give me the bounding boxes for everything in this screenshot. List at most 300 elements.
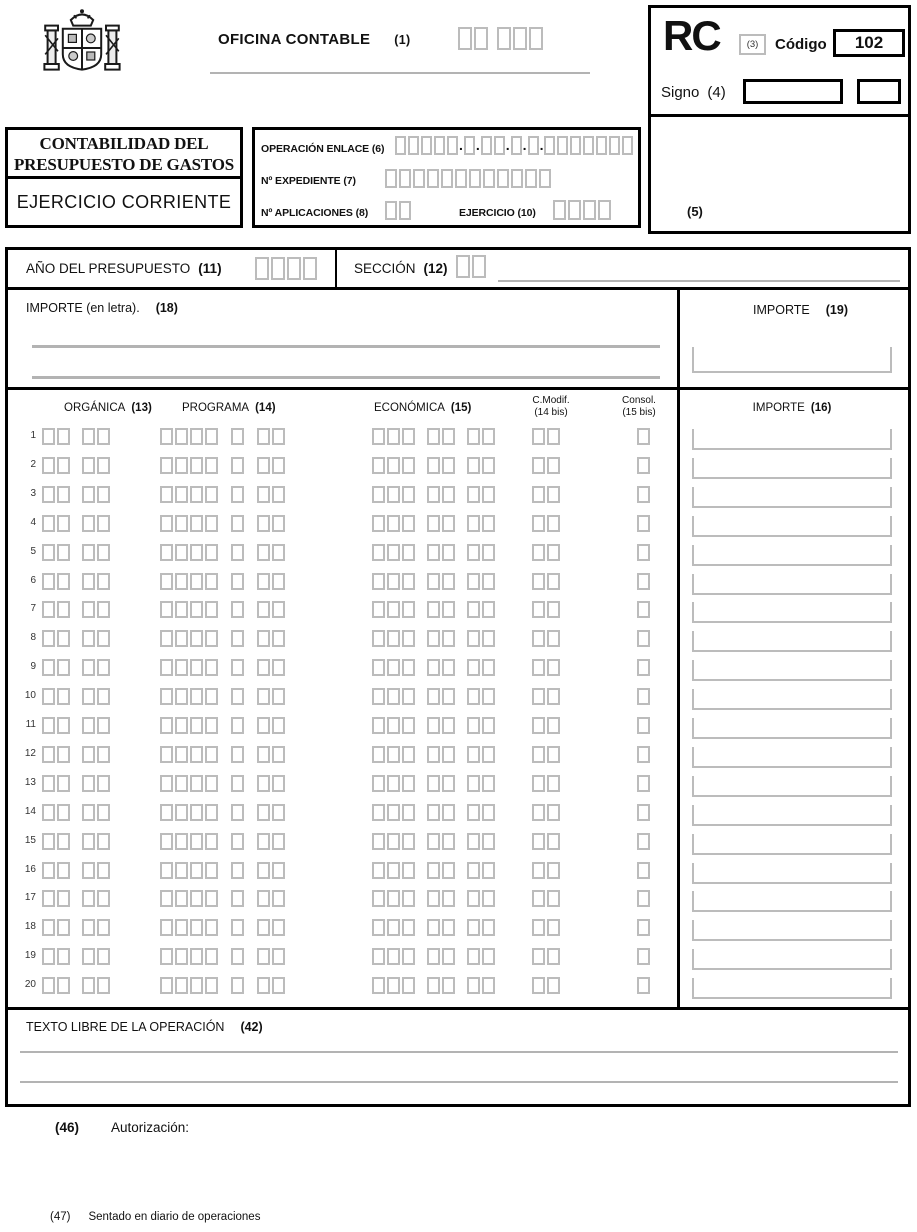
economica-digit-box[interactable] (442, 659, 455, 676)
economica-digit-box[interactable] (442, 890, 455, 907)
organica-digit-box[interactable] (57, 688, 70, 705)
organica-digit-box[interactable] (82, 948, 95, 965)
importe-amount-cell[interactable] (692, 805, 892, 826)
economica-digit-box[interactable] (482, 659, 495, 676)
programa-digit-box[interactable] (205, 862, 218, 879)
operacion-enlace-digit-box[interactable] (421, 136, 432, 155)
expediente-digit-box[interactable] (413, 169, 425, 188)
economica-digit-box[interactable] (372, 544, 385, 561)
organica-digit-box[interactable] (57, 573, 70, 590)
programa-digit-box[interactable] (257, 775, 270, 792)
programa-digit-box[interactable] (190, 688, 203, 705)
economica-digit-box[interactable] (387, 457, 400, 474)
cmodif-digit-box[interactable] (547, 746, 560, 763)
economica-digit-box[interactable] (372, 486, 385, 503)
importe-amount-cell[interactable] (692, 689, 892, 710)
programa-digit-box[interactable] (175, 486, 188, 503)
economica-digit-box[interactable] (372, 804, 385, 821)
operacion-enlace-digit-box[interactable] (570, 136, 581, 155)
organica-digit-box[interactable] (57, 919, 70, 936)
economica-digit-box[interactable] (467, 486, 480, 503)
programa-digit-box[interactable] (231, 746, 244, 763)
organica-digit-box[interactable] (82, 919, 95, 936)
cmodif-digit-box[interactable] (532, 804, 545, 821)
economica-digit-box[interactable] (467, 630, 480, 647)
programa-digit-box[interactable] (175, 775, 188, 792)
economica-digit-box[interactable] (442, 515, 455, 532)
organica-digit-box[interactable] (57, 775, 70, 792)
programa-digit-box[interactable] (272, 630, 285, 647)
economica-digit-box[interactable] (387, 862, 400, 879)
importe-amount-cell[interactable] (692, 545, 892, 566)
programa-digit-box[interactable] (160, 804, 173, 821)
programa-digit-box[interactable] (257, 601, 270, 618)
programa-digit-box[interactable] (175, 717, 188, 734)
operacion-enlace-digit-box[interactable] (544, 136, 555, 155)
programa-digit-box[interactable] (257, 428, 270, 445)
programa-digit-box[interactable] (160, 544, 173, 561)
economica-digit-box[interactable] (482, 486, 495, 503)
cmodif-digit-box[interactable] (532, 601, 545, 618)
programa-digit-box[interactable] (205, 948, 218, 965)
programa-digit-box[interactable] (160, 659, 173, 676)
organica-digit-box[interactable] (57, 486, 70, 503)
organica-digit-box[interactable] (82, 977, 95, 994)
organica-digit-box[interactable] (57, 833, 70, 850)
consol-digit-box[interactable] (637, 486, 650, 503)
signo-secondary-box[interactable] (857, 79, 901, 104)
economica-digit-box[interactable] (467, 746, 480, 763)
consol-digit-box[interactable] (637, 601, 650, 618)
programa-digit-box[interactable] (160, 746, 173, 763)
programa-digit-box[interactable] (175, 515, 188, 532)
economica-digit-box[interactable] (402, 717, 415, 734)
organica-digit-box[interactable] (42, 746, 55, 763)
programa-digit-box[interactable] (190, 515, 203, 532)
economica-digit-box[interactable] (427, 717, 440, 734)
aplicaciones-digit-box[interactable] (399, 201, 411, 220)
oficina-contable-digit-box[interactable] (497, 27, 511, 50)
programa-digit-box[interactable] (272, 804, 285, 821)
programa-digit-box[interactable] (160, 457, 173, 474)
organica-digit-box[interactable] (42, 862, 55, 879)
organica-digit-box[interactable] (42, 833, 55, 850)
economica-digit-box[interactable] (402, 746, 415, 763)
programa-digit-box[interactable] (231, 919, 244, 936)
organica-digit-box[interactable] (42, 573, 55, 590)
economica-digit-box[interactable] (402, 890, 415, 907)
economica-digit-box[interactable] (372, 833, 385, 850)
organica-digit-box[interactable] (97, 659, 110, 676)
operacion-enlace-digit-box[interactable] (494, 136, 505, 155)
economica-digit-box[interactable] (387, 601, 400, 618)
cmodif-digit-box[interactable] (532, 862, 545, 879)
cmodif-digit-box[interactable] (547, 862, 560, 879)
organica-digit-box[interactable] (82, 428, 95, 445)
cmodif-digit-box[interactable] (532, 544, 545, 561)
programa-digit-box[interactable] (175, 890, 188, 907)
cmodif-digit-box[interactable] (532, 717, 545, 734)
texto-libre-writein-line-2[interactable] (20, 1081, 898, 1083)
importe-letra-writein-line-1[interactable] (32, 345, 660, 348)
cmodif-digit-box[interactable] (547, 515, 560, 532)
organica-digit-box[interactable] (57, 746, 70, 763)
organica-digit-box[interactable] (82, 601, 95, 618)
programa-digit-box[interactable] (231, 428, 244, 445)
texto-libre-writein-line-1[interactable] (20, 1051, 898, 1053)
cmodif-digit-box[interactable] (547, 486, 560, 503)
economica-digit-box[interactable] (482, 428, 495, 445)
operacion-enlace-digit-box[interactable] (528, 136, 539, 155)
cmodif-digit-box[interactable] (547, 573, 560, 590)
programa-digit-box[interactable] (272, 688, 285, 705)
operacion-enlace-digit-box[interactable] (511, 136, 522, 155)
economica-digit-box[interactable] (372, 457, 385, 474)
oficina-contable-digit-box[interactable] (474, 27, 488, 50)
organica-digit-box[interactable] (42, 688, 55, 705)
importe-letra-writein-line-2[interactable] (32, 376, 660, 379)
programa-digit-box[interactable] (205, 515, 218, 532)
economica-digit-box[interactable] (442, 948, 455, 965)
programa-digit-box[interactable] (205, 977, 218, 994)
organica-digit-box[interactable] (97, 688, 110, 705)
consol-digit-box[interactable] (637, 890, 650, 907)
economica-digit-box[interactable] (467, 804, 480, 821)
economica-digit-box[interactable] (402, 804, 415, 821)
cmodif-digit-box[interactable] (547, 948, 560, 965)
programa-digit-box[interactable] (272, 515, 285, 532)
organica-digit-box[interactable] (57, 428, 70, 445)
economica-digit-box[interactable] (442, 977, 455, 994)
expediente-digit-box[interactable] (455, 169, 467, 188)
economica-digit-box[interactable] (427, 457, 440, 474)
programa-digit-box[interactable] (272, 573, 285, 590)
organica-digit-box[interactable] (42, 428, 55, 445)
programa-digit-box[interactable] (190, 544, 203, 561)
programa-digit-box[interactable] (175, 746, 188, 763)
operacion-enlace-digit-box[interactable] (622, 136, 633, 155)
programa-digit-box[interactable] (160, 428, 173, 445)
organica-digit-box[interactable] (57, 890, 70, 907)
economica-digit-box[interactable] (387, 573, 400, 590)
organica-digit-box[interactable] (42, 775, 55, 792)
programa-digit-box[interactable] (231, 717, 244, 734)
cmodif-digit-box[interactable] (532, 486, 545, 503)
importe-amount-cell[interactable] (692, 487, 892, 508)
programa-digit-box[interactable] (175, 833, 188, 850)
economica-digit-box[interactable] (372, 428, 385, 445)
programa-digit-box[interactable] (190, 486, 203, 503)
programa-digit-box[interactable] (231, 775, 244, 792)
economica-digit-box[interactable] (482, 515, 495, 532)
expediente-digit-box[interactable] (399, 169, 411, 188)
economica-digit-box[interactable] (402, 601, 415, 618)
programa-digit-box[interactable] (257, 890, 270, 907)
programa-digit-box[interactable] (190, 659, 203, 676)
economica-digit-box[interactable] (372, 659, 385, 676)
programa-digit-box[interactable] (205, 890, 218, 907)
economica-digit-box[interactable] (482, 775, 495, 792)
economica-digit-box[interactable] (402, 486, 415, 503)
economica-digit-box[interactable] (402, 659, 415, 676)
economica-digit-box[interactable] (427, 890, 440, 907)
expediente-digit-box[interactable] (385, 169, 397, 188)
cmodif-digit-box[interactable] (547, 775, 560, 792)
economica-digit-box[interactable] (467, 717, 480, 734)
consol-digit-box[interactable] (637, 775, 650, 792)
economica-digit-box[interactable] (482, 890, 495, 907)
organica-digit-box[interactable] (42, 544, 55, 561)
cmodif-digit-box[interactable] (532, 948, 545, 965)
programa-digit-box[interactable] (205, 804, 218, 821)
operacion-enlace-digit-box[interactable] (557, 136, 568, 155)
programa-digit-box[interactable] (231, 630, 244, 647)
economica-digit-box[interactable] (427, 833, 440, 850)
programa-digit-box[interactable] (272, 486, 285, 503)
programa-digit-box[interactable] (231, 890, 244, 907)
economica-digit-box[interactable] (467, 688, 480, 705)
economica-digit-box[interactable] (402, 573, 415, 590)
economica-digit-box[interactable] (372, 977, 385, 994)
expediente-digit-box[interactable] (539, 169, 551, 188)
economica-digit-box[interactable] (442, 804, 455, 821)
programa-digit-box[interactable] (257, 746, 270, 763)
organica-digit-box[interactable] (97, 948, 110, 965)
programa-digit-box[interactable] (160, 862, 173, 879)
economica-digit-box[interactable] (467, 428, 480, 445)
box-5-area[interactable] (651, 117, 908, 231)
organica-digit-box[interactable] (97, 457, 110, 474)
economica-digit-box[interactable] (387, 775, 400, 792)
economica-digit-box[interactable] (387, 515, 400, 532)
economica-digit-box[interactable] (402, 630, 415, 647)
economica-digit-box[interactable] (372, 573, 385, 590)
economica-digit-box[interactable] (387, 977, 400, 994)
programa-digit-box[interactable] (160, 890, 173, 907)
economica-digit-box[interactable] (467, 862, 480, 879)
economica-digit-box[interactable] (442, 457, 455, 474)
economica-digit-box[interactable] (387, 746, 400, 763)
importe-amount-cell[interactable] (692, 718, 892, 739)
economica-digit-box[interactable] (387, 428, 400, 445)
economica-digit-box[interactable] (427, 515, 440, 532)
programa-digit-box[interactable] (160, 833, 173, 850)
economica-digit-box[interactable] (467, 775, 480, 792)
programa-digit-box[interactable] (257, 515, 270, 532)
economica-digit-box[interactable] (387, 486, 400, 503)
economica-digit-box[interactable] (467, 659, 480, 676)
cmodif-digit-box[interactable] (532, 515, 545, 532)
programa-digit-box[interactable] (257, 919, 270, 936)
economica-digit-box[interactable] (402, 977, 415, 994)
consol-digit-box[interactable] (637, 688, 650, 705)
organica-digit-box[interactable] (57, 630, 70, 647)
economica-digit-box[interactable] (482, 833, 495, 850)
operacion-enlace-digit-box[interactable] (395, 136, 406, 155)
economica-digit-box[interactable] (442, 833, 455, 850)
economica-digit-box[interactable] (467, 515, 480, 532)
operacion-enlace-digit-box[interactable] (464, 136, 475, 155)
economica-digit-box[interactable] (442, 573, 455, 590)
economica-digit-box[interactable] (402, 948, 415, 965)
economica-digit-box[interactable] (402, 544, 415, 561)
consol-digit-box[interactable] (637, 717, 650, 734)
importe-19-amount-cell[interactable] (692, 347, 892, 373)
organica-digit-box[interactable] (57, 601, 70, 618)
programa-digit-box[interactable] (272, 601, 285, 618)
programa-digit-box[interactable] (205, 486, 218, 503)
economica-digit-box[interactable] (427, 688, 440, 705)
programa-digit-box[interactable] (231, 804, 244, 821)
organica-digit-box[interactable] (82, 717, 95, 734)
cmodif-digit-box[interactable] (547, 833, 560, 850)
economica-digit-box[interactable] (442, 717, 455, 734)
programa-digit-box[interactable] (205, 688, 218, 705)
organica-digit-box[interactable] (82, 862, 95, 879)
organica-digit-box[interactable] (42, 515, 55, 532)
organica-digit-box[interactable] (57, 659, 70, 676)
economica-digit-box[interactable] (387, 688, 400, 705)
economica-digit-box[interactable] (467, 890, 480, 907)
economica-digit-box[interactable] (482, 919, 495, 936)
programa-digit-box[interactable] (190, 833, 203, 850)
organica-digit-box[interactable] (42, 486, 55, 503)
programa-digit-box[interactable] (190, 573, 203, 590)
programa-digit-box[interactable] (257, 486, 270, 503)
economica-digit-box[interactable] (387, 630, 400, 647)
importe-amount-cell[interactable] (692, 863, 892, 884)
programa-digit-box[interactable] (160, 630, 173, 647)
economica-digit-box[interactable] (402, 919, 415, 936)
operacion-enlace-digit-box[interactable] (609, 136, 620, 155)
importe-amount-cell[interactable] (692, 949, 892, 970)
economica-digit-box[interactable] (427, 630, 440, 647)
programa-digit-box[interactable] (231, 833, 244, 850)
economica-digit-box[interactable] (442, 688, 455, 705)
organica-digit-box[interactable] (97, 428, 110, 445)
organica-digit-box[interactable] (82, 457, 95, 474)
economica-digit-box[interactable] (482, 977, 495, 994)
organica-digit-box[interactable] (97, 630, 110, 647)
economica-digit-box[interactable] (482, 862, 495, 879)
programa-digit-box[interactable] (257, 717, 270, 734)
economica-digit-box[interactable] (427, 428, 440, 445)
programa-digit-box[interactable] (257, 573, 270, 590)
economica-digit-box[interactable] (427, 486, 440, 503)
programa-digit-box[interactable] (205, 428, 218, 445)
programa-digit-box[interactable] (205, 919, 218, 936)
programa-digit-box[interactable] (257, 630, 270, 647)
ano-digit-box[interactable] (271, 257, 285, 280)
organica-digit-box[interactable] (97, 804, 110, 821)
economica-digit-box[interactable] (387, 890, 400, 907)
programa-digit-box[interactable] (175, 659, 188, 676)
programa-digit-box[interactable] (231, 948, 244, 965)
economica-digit-box[interactable] (427, 804, 440, 821)
economica-digit-box[interactable] (427, 977, 440, 994)
economica-digit-box[interactable] (387, 948, 400, 965)
programa-digit-box[interactable] (160, 486, 173, 503)
economica-digit-box[interactable] (402, 428, 415, 445)
economica-digit-box[interactable] (442, 486, 455, 503)
organica-digit-box[interactable] (57, 977, 70, 994)
economica-digit-box[interactable] (387, 919, 400, 936)
economica-digit-box[interactable] (372, 775, 385, 792)
programa-digit-box[interactable] (160, 601, 173, 618)
programa-digit-box[interactable] (190, 457, 203, 474)
economica-digit-box[interactable] (427, 544, 440, 561)
economica-digit-box[interactable] (442, 775, 455, 792)
organica-digit-box[interactable] (82, 630, 95, 647)
economica-digit-box[interactable] (467, 948, 480, 965)
programa-digit-box[interactable] (175, 544, 188, 561)
programa-digit-box[interactable] (257, 804, 270, 821)
operacion-enlace-digit-box[interactable] (596, 136, 607, 155)
cmodif-digit-box[interactable] (532, 688, 545, 705)
organica-digit-box[interactable] (57, 515, 70, 532)
economica-digit-box[interactable] (372, 746, 385, 763)
organica-digit-box[interactable] (82, 890, 95, 907)
organica-digit-box[interactable] (57, 544, 70, 561)
programa-digit-box[interactable] (205, 457, 218, 474)
programa-digit-box[interactable] (175, 601, 188, 618)
economica-digit-box[interactable] (482, 948, 495, 965)
cmodif-digit-box[interactable] (532, 890, 545, 907)
economica-digit-box[interactable] (442, 428, 455, 445)
programa-digit-box[interactable] (190, 601, 203, 618)
cmodif-digit-box[interactable] (547, 659, 560, 676)
signo-input-box[interactable] (743, 79, 843, 104)
economica-digit-box[interactable] (387, 544, 400, 561)
economica-digit-box[interactable] (482, 601, 495, 618)
operacion-enlace-digit-box[interactable] (408, 136, 419, 155)
programa-digit-box[interactable] (272, 717, 285, 734)
organica-digit-box[interactable] (97, 862, 110, 879)
programa-digit-box[interactable] (190, 804, 203, 821)
cmodif-digit-box[interactable] (532, 428, 545, 445)
oficina-contable-digit-box[interactable] (529, 27, 543, 50)
programa-digit-box[interactable] (272, 977, 285, 994)
economica-digit-box[interactable] (427, 746, 440, 763)
organica-digit-box[interactable] (97, 775, 110, 792)
programa-digit-box[interactable] (272, 457, 285, 474)
programa-digit-box[interactable] (231, 486, 244, 503)
economica-digit-box[interactable] (427, 601, 440, 618)
programa-digit-box[interactable] (231, 601, 244, 618)
economica-digit-box[interactable] (427, 919, 440, 936)
oficina-contable-writein-line[interactable] (210, 72, 590, 74)
economica-digit-box[interactable] (482, 544, 495, 561)
ano-digit-box[interactable] (255, 257, 269, 280)
programa-digit-box[interactable] (160, 688, 173, 705)
programa-digit-box[interactable] (205, 775, 218, 792)
economica-digit-box[interactable] (387, 804, 400, 821)
programa-digit-box[interactable] (272, 833, 285, 850)
consol-digit-box[interactable] (637, 746, 650, 763)
economica-digit-box[interactable] (467, 977, 480, 994)
economica-digit-box[interactable] (372, 717, 385, 734)
economica-digit-box[interactable] (442, 601, 455, 618)
organica-digit-box[interactable] (42, 630, 55, 647)
organica-digit-box[interactable] (82, 746, 95, 763)
programa-digit-box[interactable] (205, 544, 218, 561)
seccion-writein-line[interactable] (498, 280, 900, 282)
consol-digit-box[interactable] (637, 630, 650, 647)
organica-digit-box[interactable] (57, 717, 70, 734)
programa-digit-box[interactable] (190, 890, 203, 907)
programa-digit-box[interactable] (175, 804, 188, 821)
organica-digit-box[interactable] (97, 890, 110, 907)
